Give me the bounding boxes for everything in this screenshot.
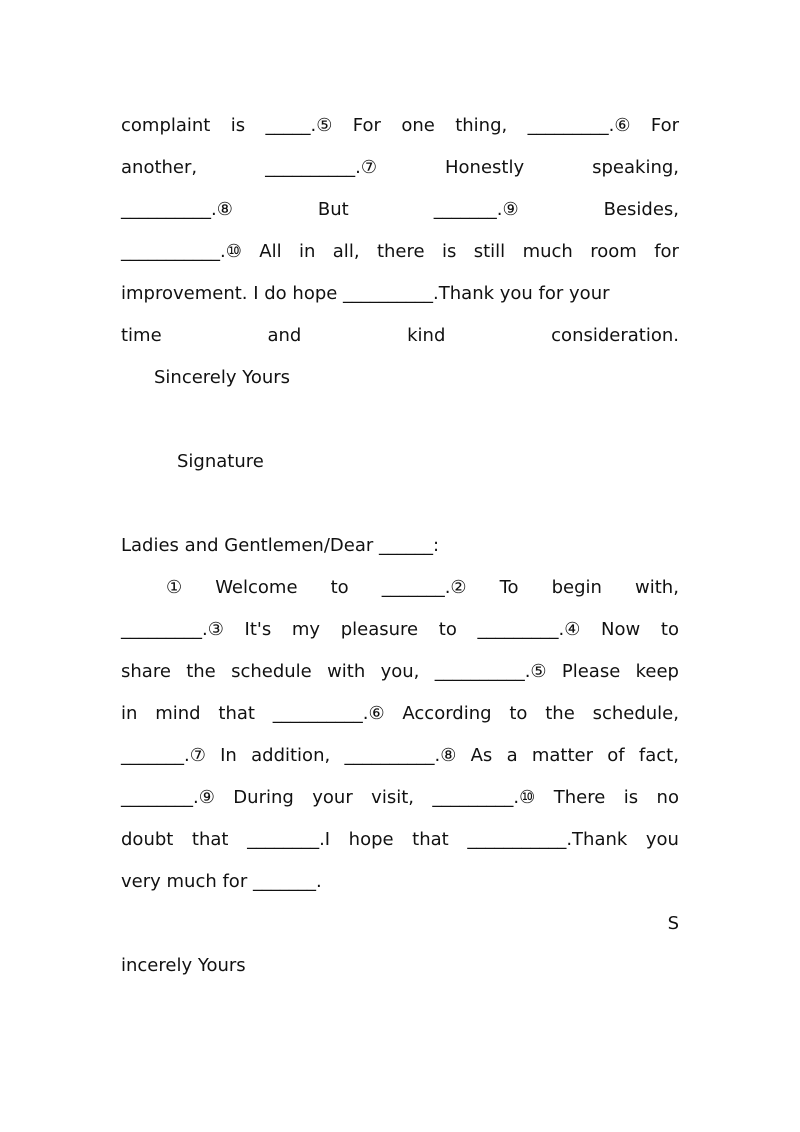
word: much xyxy=(522,241,573,262)
blank-field: ___________.⑩ xyxy=(121,241,242,262)
word: keep xyxy=(635,661,679,682)
word: speaking, xyxy=(592,157,679,178)
word: During xyxy=(233,787,294,808)
speech-line-1 xyxy=(121,574,679,602)
blank-field: ________.⑨ xyxy=(121,787,215,808)
word: Welcome xyxy=(215,577,298,598)
word: In xyxy=(220,745,237,766)
blank-field: _________.④ xyxy=(477,619,581,640)
speech-line-4 xyxy=(121,700,679,728)
word: Honestly xyxy=(444,157,525,178)
word: time xyxy=(121,325,162,346)
word: a xyxy=(506,745,518,766)
speech-line-8 xyxy=(121,868,679,896)
word: schedule xyxy=(231,661,312,682)
speech-line-5 xyxy=(121,742,679,770)
word: share xyxy=(121,661,171,682)
complaint-line-1 xyxy=(121,112,679,140)
speech-greeting xyxy=(121,532,679,560)
complaint-line-2 xyxy=(121,154,679,182)
blank-field: _________.⑥ xyxy=(527,115,631,136)
blank-field: __________.⑧ xyxy=(121,199,233,220)
complaint-line-5 xyxy=(121,280,679,308)
complaint-closing xyxy=(121,364,679,392)
word: the xyxy=(186,661,216,682)
word: another, xyxy=(121,157,198,178)
word: matter xyxy=(531,745,594,766)
blank-field: __________.⑤ xyxy=(434,661,547,682)
word: is xyxy=(441,241,457,262)
speech-line-6 xyxy=(121,784,679,812)
closing-text: incerely Yours xyxy=(121,955,246,976)
complaint-line-3 xyxy=(121,196,679,224)
speech-closing-letter xyxy=(121,910,679,938)
number-marker: ① xyxy=(166,577,183,598)
word: my xyxy=(291,619,321,640)
sentence: improvement. I do hope __________.Thank you for your xyxy=(121,283,610,304)
word: that xyxy=(412,829,449,850)
blank-field: __________.⑥ xyxy=(272,703,385,724)
word: to xyxy=(330,577,349,598)
word: all, xyxy=(332,241,360,262)
word: doubt xyxy=(121,829,174,850)
word: for xyxy=(654,241,679,262)
word: is xyxy=(623,787,639,808)
sentence: very much for _______. xyxy=(121,871,322,892)
blank-field: __________.⑧ xyxy=(344,745,457,766)
word: still xyxy=(473,241,506,262)
speech-line-2 xyxy=(121,616,679,644)
speech-closing xyxy=(121,952,679,980)
complaint-line-6 xyxy=(121,322,679,350)
word: to xyxy=(660,619,679,640)
blank-field: _____.⑤ xyxy=(265,115,333,136)
word: It's xyxy=(244,619,272,640)
word: But xyxy=(317,199,349,220)
word: that xyxy=(218,703,255,724)
word: Please xyxy=(561,661,621,682)
blank-field: _______.⑦ xyxy=(121,745,206,766)
word: pleasure xyxy=(340,619,419,640)
word: the xyxy=(545,703,575,724)
word: in xyxy=(121,703,138,724)
word: of xyxy=(607,745,625,766)
word: to xyxy=(438,619,457,640)
word: thing, xyxy=(455,115,508,136)
word: To xyxy=(499,577,519,598)
word: According xyxy=(402,703,492,724)
word: and xyxy=(267,325,302,346)
word: complaint xyxy=(121,115,211,136)
word: begin xyxy=(551,577,602,598)
word: you, xyxy=(380,661,420,682)
blank-field: _______.② xyxy=(381,577,467,598)
complaint-line-4 xyxy=(121,238,679,266)
word: For xyxy=(352,115,381,136)
word: one xyxy=(401,115,435,136)
word: visit, xyxy=(371,787,414,808)
signature-text: Signature xyxy=(177,451,264,472)
word: consideration. xyxy=(551,325,679,346)
speech-line-3 xyxy=(121,658,679,686)
word: to xyxy=(509,703,528,724)
word: addition, xyxy=(251,745,331,766)
word: fact, xyxy=(638,745,679,766)
word: Besides, xyxy=(603,199,679,220)
word: there xyxy=(376,241,425,262)
word: schedule, xyxy=(592,703,679,724)
word: mind xyxy=(155,703,201,724)
word: your xyxy=(312,787,353,808)
blank-field: ___________.Thank xyxy=(467,829,628,850)
blank-field: _______.⑨ xyxy=(433,199,519,220)
word: All xyxy=(259,241,282,262)
word: is xyxy=(230,115,246,136)
word: that xyxy=(191,829,229,850)
blank-field: _________.⑩ xyxy=(432,787,536,808)
word: As xyxy=(470,745,493,766)
closing-first-letter: S xyxy=(667,913,679,934)
word: hope xyxy=(348,829,394,850)
signature xyxy=(121,448,679,476)
word: with, xyxy=(635,577,679,598)
word: with xyxy=(327,661,366,682)
word: kind xyxy=(407,325,446,346)
word: you xyxy=(645,829,679,850)
word: For xyxy=(650,115,679,136)
greeting-text: Ladies and Gentlemen/Dear ______: xyxy=(121,535,440,556)
blank-field: ________.I xyxy=(247,829,331,850)
word: room xyxy=(590,241,637,262)
word: There xyxy=(553,787,606,808)
speech-line-7 xyxy=(121,826,679,854)
word: in xyxy=(298,241,316,262)
word: Now xyxy=(601,619,641,640)
blank-field: __________.⑦ xyxy=(265,157,377,178)
blank-field: _________.③ xyxy=(121,619,224,640)
closing-text: Sincerely Yours xyxy=(154,367,291,388)
word: no xyxy=(656,787,679,808)
